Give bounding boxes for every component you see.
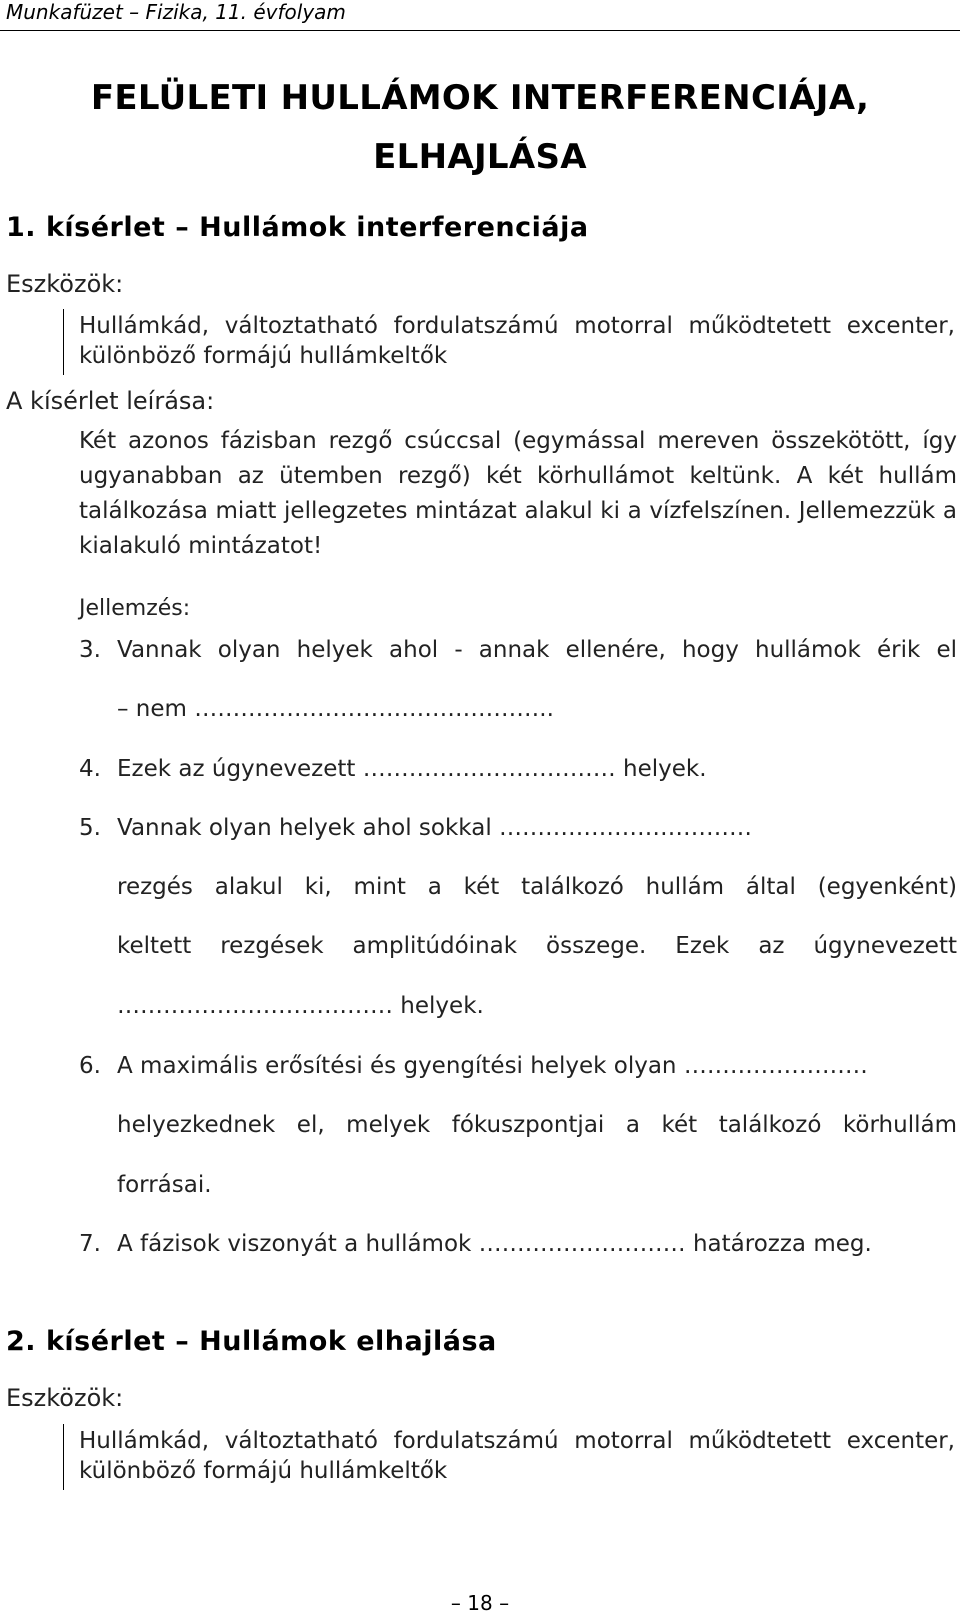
item-line: ……………………………… helyek. bbox=[117, 993, 484, 1019]
item-number: 6. bbox=[79, 1053, 101, 1079]
experiment-1-tools-label: Eszközök: bbox=[6, 270, 124, 298]
header-text: Munkafüzet – Fizika, 11. évfolyam bbox=[6, 0, 346, 24]
running-header bbox=[0, 0, 960, 31]
item-line: Vannak olyan helyek ahol - annak ellenére, hogy hullámok érik el bbox=[117, 637, 957, 663]
item-line: Vannak olyan helyek ahol sokkal …………………………… bbox=[117, 815, 753, 841]
experiment-1-heading: 1. kísérlet – Hullámok interferenciája bbox=[6, 212, 589, 243]
page-title-line-2: ELHAJLÁSA bbox=[373, 137, 587, 177]
experiment-1-description-text: Két azonos fázisban rezgő csúccsal (egymással mereven összekötött, így ugyanabban az ütemben rezgő) két körhullámot keltünk. A két hullám találkozása miatt jellegzetes mintázat alakul ki a vízfelszínen. Jellemezzük a kialakuló mintázatot! bbox=[79, 428, 957, 559]
page-title-line-1: FELÜLETI HULLÁMOK INTERFERENCIÁJA, bbox=[90, 78, 870, 118]
page-number: – 18 – bbox=[450, 1591, 510, 1615]
item-line: rezgés alakul ki, mint a két találkozó hullám által (egyenként) bbox=[117, 874, 957, 900]
item-number: 4. bbox=[79, 756, 101, 782]
item-line: – nem ……………………………………….. bbox=[117, 696, 554, 722]
experiment-1-tools-text: Hullámkád, változtatható fordulatszámú motorral működtetett excenter, különböző formájú hullámkeltők bbox=[79, 313, 955, 369]
item-line: A fázisok viszonyát a hullámok ……………………… határozza meg. bbox=[117, 1231, 872, 1257]
experiment-2-heading: 2. kísérlet – Hullámok elhajlása bbox=[6, 1326, 497, 1357]
experiment-1-description-label: A kísérlet leírása: bbox=[6, 387, 215, 415]
item-number: 5. bbox=[79, 815, 101, 841]
experiment-2-tools-label: Eszközök: bbox=[6, 1384, 124, 1412]
item-number: 7. bbox=[79, 1231, 101, 1257]
tools-margin-bar bbox=[63, 1424, 64, 1490]
characterization-label: Jellemzés: bbox=[79, 596, 191, 621]
item-line: keltett rezgések amplitúdóinak összege. Ezek az úgynevezett bbox=[117, 933, 957, 959]
experiment-2-tools-text: Hullámkád, változtatható fordulatszámú motorral működtetett excenter, különböző formájú hullámkeltők bbox=[79, 1428, 955, 1484]
tools-margin-bar bbox=[63, 309, 64, 375]
item-line: helyezkednek el, melyek fókuszpontjai a két találkozó körhullám bbox=[117, 1112, 957, 1138]
item-line: Ezek az úgynevezett …………………………… helyek. bbox=[117, 756, 707, 782]
item-line: A maximális erősítési és gyengítési helyek olyan …………………… bbox=[117, 1053, 868, 1079]
item-line: forrásai. bbox=[117, 1172, 212, 1198]
item-number: 3. bbox=[79, 637, 101, 663]
